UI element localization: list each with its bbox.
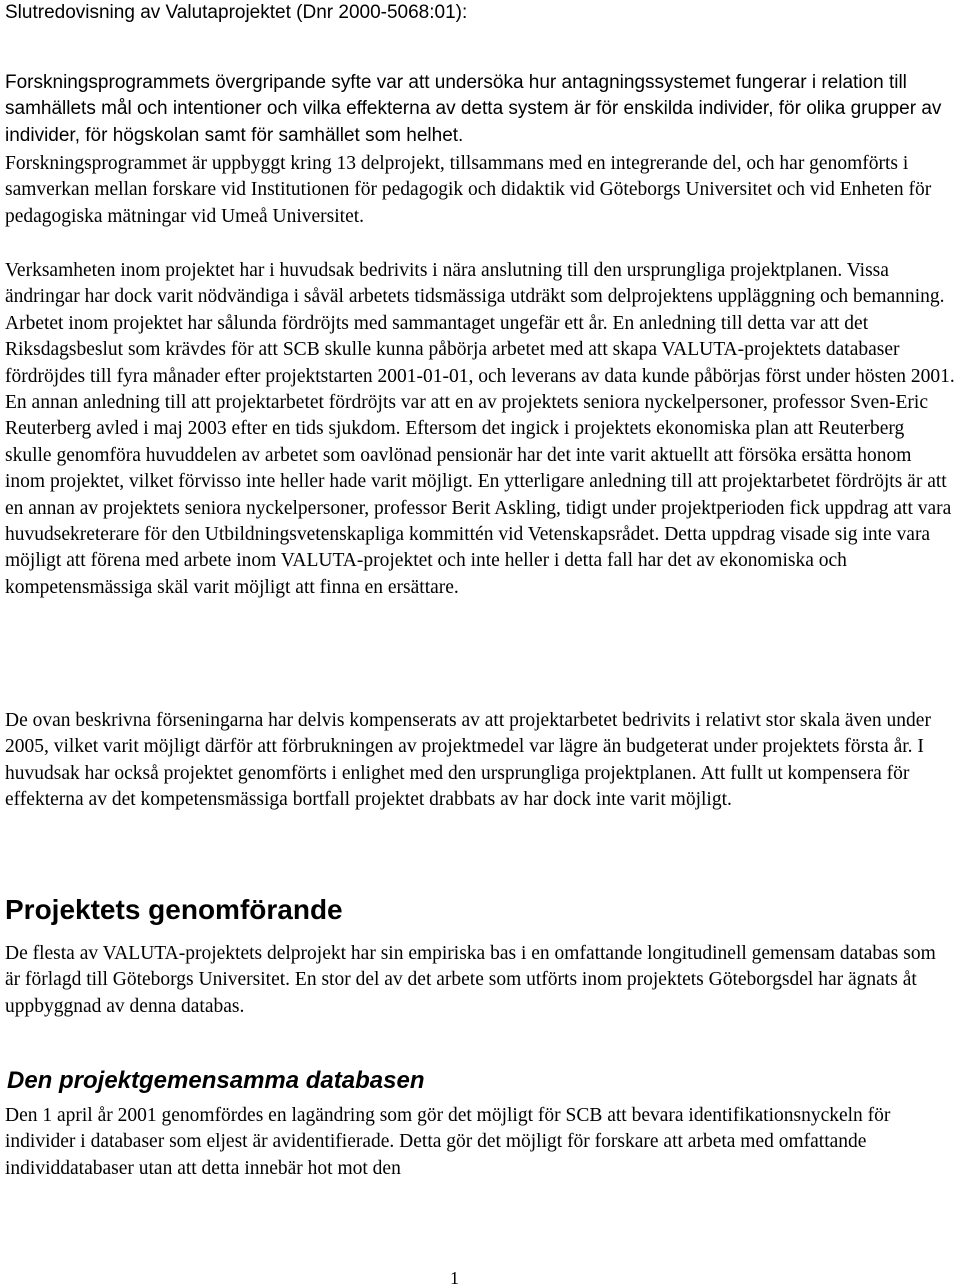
- paragraph-verksamheten: Verksamheten inom projektet har i huvudsak bedrivits i nära anslutning till den ursprungliga projektplanen. Vissa ändringar har dock varit nödvändiga i såväl arbetets tidsmässiga utdräkt som delprojektens uppläggning och bemanning. Arbetet inom projektet har sålunda fördröjts med sammantaget ungefär ett år. En anledning till detta var att det Riksdagsbeslut som krävdes för att SCB skulle kunna påbörja arbetet med att skapa VALUTA-projektets databaser fördröjdes till fyra månader efter projektstarten 2001-01-01, och leverans av data kunde påbörjas först under hösten 2001. En annan anledning till att projektarbetet fördröjts var att en av projektets seniora nyckelpersoner, professor Sven-Eric Reuterberg avled i maj 2003 efter en tids sjukdom. Eftersom det ingick i projektets ekonomiska plan att Reuterberg skulle genomföra huvuddelen av arbetet som oavlönad pensionär har det inte varit aktuellt att försöka ersätta honom inom projektet, vilket förvisso inte heller hade varit möjligt. En ytterligare anledning till att projektarbetet fördröjts är att en annan av projektets seniora nyckelpersoner, professor Berit Askling, tidigt under projektperioden fick uppdrag att vara huvudsekreterare för den Utbildningsvetenskapliga kommittén vid Vetenskapsrådet. Detta uppdrag visade sig inte vara möjligt att förena med arbete inom VALUTA-projektet och inte heller i detta fall har det av ekonomiska och kompetensmässiga skäl varit möjligt att finna en ersättare.: [5, 260, 955, 598]
- paragraph-genomforande: De flesta av VALUTA-projektets delprojekt har sin empiriska bas i en omfattande longitudinell gemensam databas som är förlagd till Göteborgs Universitet. En stor del av det arbete som utförts inom projektets Göteborgsdel har ägnats åt uppbyggnad av denna databas.: [5, 943, 936, 1017]
- paragraph-forseningar: De ovan beskrivna förseningarna har delvis kompenserats av att projektarbetet bedrivits i relativt stor skala även under 2005, vilket varit möjligt därför att förbrukningen av projektmedel var lägre än budgeterat under projektets första år. I huvudsak har också projektet genomförts i enlighet med den ursprungliga projektplanen. Att fullt ut kompensera för effekterna av det kompetensmässiga bortfall projektet drabbats av har dock inte varit möjligt.: [5, 710, 931, 811]
- page-number: 1: [450, 1268, 459, 1288]
- intro-paragraph-sans: Forskningsprogrammets övergripande syfte var att undersöka hur antagningssystemet fungerar i relation till samhällets mål och intentioner och vilka effekterna av detta system är för enskilda individer, för olika grupper av individer, för högskolan samt för samhället som helhet.: [5, 72, 942, 146]
- paragraph-databasen: Den 1 april år 2001 genomfördes en lagändring som gör det möjligt för SCB att bevara identifikationsnyckeln för individer i databaser som eljest är avidentifierade. Detta gör det möjligt för forskare att arbeta med omfattande individdatabaser utan att detta innebär hot mot den: [5, 1105, 891, 1179]
- document-title: Slutredovisning av Valutaprojektet (Dnr 2000-5068:01):: [5, 2, 468, 23]
- heading-projektgemensamma-databasen: Den projektgemensamma databasen: [7, 1067, 425, 1094]
- heading-projektets-genomforande: Projektets genomförande: [5, 894, 343, 925]
- intro-paragraph-serif: Forskningsprogrammet är uppbyggt kring 13 delprojekt, tillsammans med en integrerande del, och har genomförts i samverkan mellan forskare vid Institutionen för pedagogik och didaktik vid Göteborgs Universitet och vid Enheten för pedagogiska mätningar vid Umeå Universitet.: [5, 153, 932, 227]
